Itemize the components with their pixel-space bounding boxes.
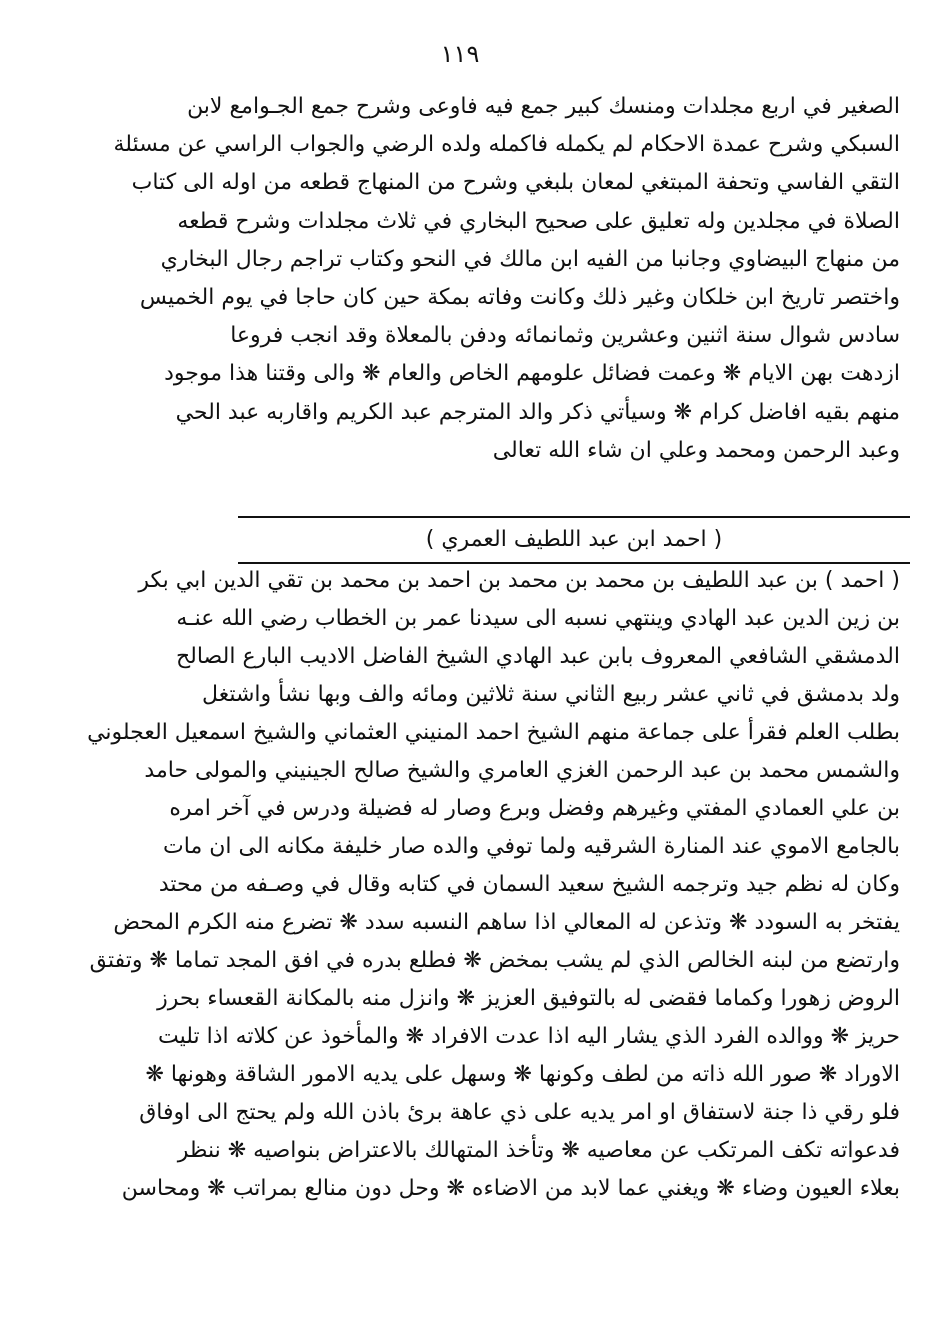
text-line: فلو رقي ذا جنة لاستفاق او امر يديه على ذي عاهة برئ باذن الله ولم يحتج الى اوفاق [139, 1100, 900, 1125]
text-line: الدمشقي الشافعي المعروف بابن عبد الهادي الشيخ الفاضل الاديب البارع الصالح [175, 644, 900, 669]
text-line: حريز ❋ ووالده الفرد الذي يشار اليه اذا عدت الافراد ❋ والمأخوذ عن كلاته اذا تليت [157, 1024, 900, 1049]
text-line: يفتخر به السودد ❋ وتذعن له المعالي اذا ساهم النسبه سدد ❋ تضرع منه الكرم المحض [113, 910, 900, 935]
text-line: الصلاة في مجلدين وله تعليق على صحيح البخاري في ثلاث مجلدات وشرح قطعه [177, 208, 900, 234]
text-line: سادس شوال سنة اثنين وعشرين وثمانمائه ودفن بالمعلاة وقد انجب فروعا [230, 323, 900, 349]
text-line: الصغير في اربع مجلدات ومنسك كبير جمع فيه فاوعى وشرح جمع الجـوامع لابن [187, 94, 900, 119]
section-divider-top [238, 516, 910, 518]
text-line: السبكي وشرح عمدة الاحكام لم يكمله فاكمله ولده الرضي والجواب الراسي عن مسئلة [113, 132, 900, 158]
entry-heading: ( احمد ابن عبد اللطيف العمري ) [425, 527, 723, 552]
text-line: بالجامع الاموي عند المنارة الشرقيه ولما توفي والده صار خليفة مكانه الى ان مات [163, 834, 900, 859]
page-number: ١١٩ [440, 40, 480, 68]
text-line: وكان له نظم جيد وترجمه الشيخ سعيد السمان في كتابه وقال في وصـفه من محتد [158, 872, 900, 897]
text-line: بعلاء العيون وضاء ❋ ويغني عما لابد من الاضاءه ❋ وحل دون منالع بمراتب ❋ ومحاسن [121, 1176, 900, 1201]
text-line: الاوراد ❋ صور الله ذاته من لطف وكونها ❋ وسهل على يديه الامور الشاقة وهونها ❋ [145, 1062, 900, 1087]
text-line: وعبد الرحمن ومحمد وعلي ان شاء الله تعالى [492, 437, 900, 463]
text-line: ازدهت بهن الايام ❋ وعمت فضائل علومهم الخاص والعام ❋ والى وقتنا هذا موجود [164, 361, 900, 387]
text-line: ( احمد ) بن عبد اللطيف بن محمد بن محمد بن احمد بن محمد بن تقي الدين ابي بكر [138, 568, 900, 593]
text-line: منهم بقيه افاضل كرام ❋ وسيأتي ذكر والد المترجم عبد الكريم واقاربه عبد الحي [175, 399, 900, 425]
text-line: والشمس محمد بن عبد الرحمن الغزي العامري والشيخ صالح الجينيني والمولى حامد [144, 758, 900, 783]
text-line: ولد بدمشق في ثاني عشر ربيع الثاني سنة ثلاثين ومائه والف وبها نشأ واشتغل [202, 682, 900, 707]
text-line: وارتضع من لبنه الخالص الذي لم يشب بمخض ❋ فطلع بدره في افق المجد تماما ❋ وتفتق [89, 948, 900, 973]
biography-entry [87, 562, 900, 1208]
biography-continuation [113, 88, 900, 470]
text-line: من منهاج البيضاوي وجانبا من الفيه ابن مالك في النحو وكتاب تراجم رجال البخاري [160, 246, 900, 272]
text-line: بطلب العلم فقرأ على جماعة منهم الشيخ احمد المنيني العثماني والشيخ اسمعيل العجلوني [87, 720, 900, 745]
text-line: الروض زهورا وكماما فقضى له بالتوفيق العزيز ❋ وانزل منه بالمكانة القعساء بحرز [157, 986, 900, 1011]
text-line: فدعواته تكف المرتكب عن معاصيه ❋ وتأخذ المتهالك بالاعتراض بنواصيه ❋ ننظر [177, 1138, 900, 1163]
text-line: واختصر تاريخ ابن خلكان وغير ذلك وكانت وفاته بمكة حين كان حاجا في يوم الخميس [139, 284, 900, 310]
text-line: التقي الفاسي وتحفة المبتغي لمعان بلبغي وشرح من المنهاج قطعه من اوله الى كتاب [131, 170, 900, 196]
text-line: بن علي العمادي المفتي وغيرهم وفضل وبرع وصار له فضيلة ودرس في آخر امره [169, 796, 900, 821]
text-line: بن زين الدين عبد الهادي وينتهي نسبه الى سيدنا عمر بن الخطاب رضي الله عنـه [176, 606, 900, 631]
